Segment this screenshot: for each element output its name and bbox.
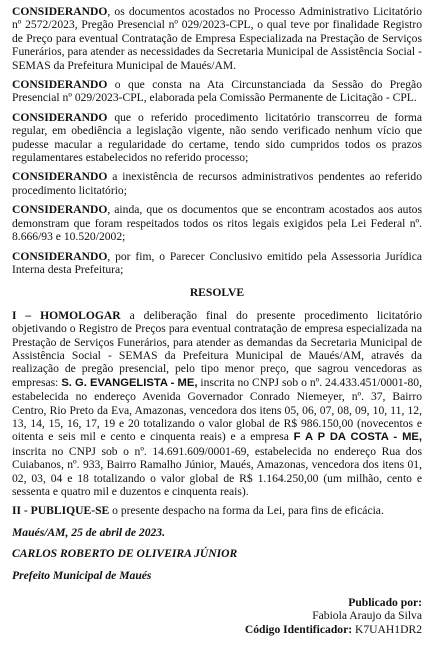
considerando-text: o que consta na Ata Circunstanciada da Sessão do Pregão Presencial nº 029/2023-CPL, elaborada pela Comissão Permanente de Licitação - CPL. [12,78,422,105]
considerando-text: que o referido procedimento licitatório transcorreu de forma regular, em obediência a legislação vigente, não sendo verificado nenhum vício que pudesse macular a regularidade do certame, tendo sido cumpridos todos os prazos regulamentares estabelecidos no referido processo; [12,110,422,165]
signer-name: CARLOS ROBERTO DE OLIVEIRA JÚNIOR [12,547,238,561]
considerando-text: , ainda, que os documentos que se encontram acostados aos autos demonstram que foram respeitados todos os ritos legais exigidos pela Lei Federal nº. 8.666/93 e 10.520/2002; [12,203,422,244]
code-value: K7UAH1DR2 [355,622,422,636]
considerando-paragraph [12,170,422,197]
considerando-keyword: CONSIDERANDO [12,5,108,18]
published-by-name: Fabiola Araujo da Silva [312,609,422,623]
publique-keyword: II - PUBLIQUE-SE [12,504,110,518]
considerando-keyword: CONSIDERANDO [12,110,108,124]
signer-title: Prefeito Municipal de Maués [12,568,152,582]
considerando-paragraph [12,111,422,165]
homologar-keyword: I – HOMOLOGAR [12,308,121,322]
considerando-keyword: CONSIDERANDO [12,203,108,217]
publication-block [12,596,422,636]
company-1-name: S. G. EVANGELISTA - ME, [61,376,198,389]
homologar-text-a: a deliberação final do presente procedimento licitatório objetivando o Registro de Preços para eventual contratação de empresa especializada na Prestação de Serviços Funerários, para atender as demandas da Secretaria Municipal de Assistência Social - SEMAS da Prefeitura Municipal de Maués/AM, através da realização de pregão presencial, pelo tipo menor preço, que sagrou vencedoras as empresas: [12,308,422,389]
considerando-text: a inexistência de recursos administrativos pendentes ao referido procedimento licitatório; [12,170,422,197]
considerando-text: , por fim, o Parecer Conclusivo emitido pela Assessoria Jurídica Interna desta Prefeitura; [12,249,422,276]
considerando-paragraph [12,78,422,105]
code-label: Código Identificador: [244,622,353,636]
resolve-heading: RESOLVE [189,286,245,300]
publique-paragraph [12,504,422,517]
considerando-text: , os documentos acostados no Processo Administrativo Licitatório nº 2572/2023, Pregão Presencial nº 029/2023-CPL, o qual teve por finalidade Registro de Preço para eventual Contratação de Empresa Especializada na Prestação de Serviços Funerários, para atender as necessidades da Secretaria Municipal de Assistência Social - SEMAS da Prefeitura Municipal de Maués/AM. [12,5,422,72]
considerando-paragraph [12,5,422,72]
date-line: Maués/AM, 25 de abril de 2023. [12,525,165,539]
publique-text: o presente despacho na forma da Lei, para fins de eficácia. [109,504,384,518]
considerando-keyword: CONSIDERANDO [12,78,108,92]
considerando-paragraph [12,203,422,243]
homologar-text-b: inscrita no CNPJ sob o nº. 24.433.451/0001-80, estabelecida no endereço Avenida Governador Conrado Niemeyer, nº. 37, Bairro Centro, Rio Preto da Eva, Amazonas, vencedora dos itens 05, 06, 07, 08, 09, 10, 11, 12, 13, 14, 15, 16, 17, 19 e 20 totalizando o valor global de R$ 986.150,00 (novecentos e oitenta e seis mil e cento e cinquenta reais) e a empresa [12,375,422,444]
company-2-name: F A P DA COSTA - ME, [293,431,422,444]
published-by-label: Publicado por: [348,596,422,610]
considerando-keyword: CONSIDERANDO [12,170,108,184]
homologar-paragraph [12,309,422,499]
homologar-text-c: inscrita no CNPJ sob o nº. 14.691.609/0001-69, estabelecida no endereço Rua dos Cuiabanos, nº. 933, Bairro Ramalho Júnior, Maués, Amazonas, vencedora dos itens 01, 02, 03, 04 e 18 totalizando o valor global de R$ 1.164.250,00 (um milhão, cento e sessenta e quatro mil e duzentos e cinquenta reais). [12,444,422,498]
considerando-paragraph [12,250,422,277]
considerando-keyword: CONSIDERANDO [12,249,108,263]
